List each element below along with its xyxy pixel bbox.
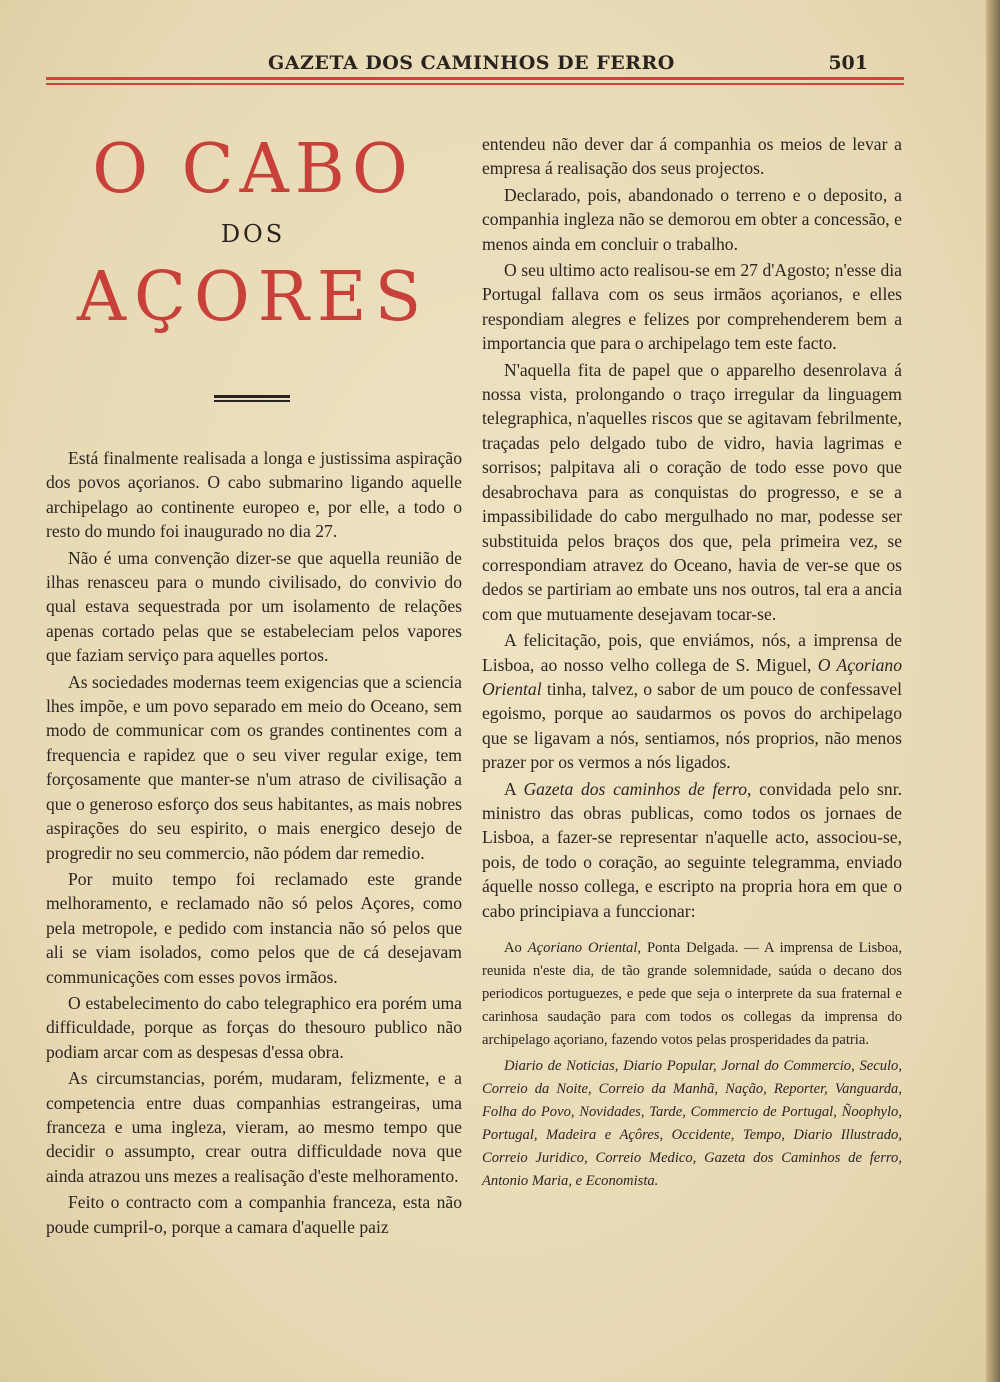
header-rule-top bbox=[46, 77, 904, 80]
paragraph: Está finalmente realisada a longa e justissima aspiração dos povos açorianos. O cabo submarino ligando aquelle archipelago ao continente europeo e, por elle, a todo o resto do mundo foi inaugurado no dia 27. bbox=[46, 448, 462, 542]
paragraph-felicitacao: A felicitação, pois, que enviámos, nós, a imprensa de Lisboa, ao nosso velho collega de S. Miguel, O Açoriano Oriental tinha, talvez, o sabor de um pouco de confessavel egoismo, porque ao saudarmos os povos do archipelago que se ligavam a nós, sentiamos, nós proprios, não menos prazer por os vermos a nós ligados. bbox=[482, 630, 903, 773]
telegram bbox=[482, 937, 902, 1193]
running-header bbox=[46, 48, 904, 78]
paragraph: Declarado, pois, abandonado o terreno e o deposito, a companhia ingleza não se demorou em obter a concessão, e menos ainda em concluir o trabalho. bbox=[482, 184, 902, 254]
header-title: GAZETA DOS CAMINHOS DE FERRO bbox=[268, 52, 675, 74]
title-line-2: DOS bbox=[220, 220, 286, 248]
header-rule-bottom bbox=[46, 83, 904, 85]
paragraph-continued: entendeu não dever dar á companhia os meios de levar a empresa á realisação dos seus projectos. bbox=[482, 134, 902, 179]
telegram-signatories: Diario de Noticias, Diario Popular, Jornal do Commercio, Seculo, Correio da Noite, Correio da Manhã, Nação, Reporter, Vanguarda, Folha do Povo, Novidades, Tarde, Commercio de Portugal, Ñoophylo, Portugal, Madeira e Açôres, Occidente, Tempo, Diario Illustrado, Correio Juridico, Correio Medico, Gazeta dos Caminhos de ferro, Antonio Maria, e Economista. bbox=[482, 1058, 902, 1189]
newspaper-name: Gazeta dos caminhos de ferro, bbox=[523, 778, 752, 799]
paragraph: Não é uma convenção dizer-se que aquella reunião de ilhas renasceu para o mundo civilisado, do convivio do qual estava sequestrada por um isolamento de relações apenas cortado pelas que se estabeleciam pelos vapores que faziam serviço para aquelles portos. bbox=[46, 547, 462, 666]
newspaper-name: O Açoriano Oriental bbox=[482, 654, 902, 699]
page-edge bbox=[986, 0, 1000, 1382]
paragraph: N'aquella fita de papel que o apparelho desenrolava á nossa vista, prolongando o traço irregular da linguagem telegraphica, n'aquelles riscos que se agitavam febrilmente, traçadas pelo delgado tubo de vidro, havia lagrimas e sorrisos; palpitava ali o coração de todo esse povo que desabrochava para as conquistas do progresso, e se a impassibilidade do cabo mergulhado no mar, podesse ser substituida pelos braços dos que, pela primeira vez, se correspondiam atravez do Oceano, havia de ver-se que os dedos se partiriam ao embate uns nos outros, tal era a ancia com que mutuamente desejavam tocar-se. bbox=[482, 359, 902, 624]
title-line-3: AÇORES bbox=[76, 258, 430, 337]
telegram-text: Ao Açoriano Oriental, Ponta Delgada. — A imprensa de Lisboa, reunida n'este dia, de tão grande solemnidade, saúda o decano dos periodicos portuguezes, e pede que seja o interprete da sua fraternal e carinhosa saudação para com todos os collegas da imprensa do archipelago açoriano, fazendo votos pelas prosperidades da patria. bbox=[482, 940, 902, 1048]
paragraph: O seu ultimo acto realisou-se em 27 d'Agosto; n'esse dia Portugal fallava com os seus irmãos açorianos, e elles respondiam alegres e felizes por comprehenderem bem a importancia que para o archipelago tem este facto. bbox=[482, 260, 902, 354]
paragraph: Feito o contracto com a companhia franceza, esta não poude cumpril-o, porque a camara d'aquelle paiz bbox=[46, 1192, 462, 1237]
paragraph-gazeta: A Gazeta dos caminhos de ferro, convidada pelo snr. ministro das obras publicas, como todos os jornaes de Lisboa, a fazer-se representar n'aquelle acto, associou-se, pois, de todo o coração, ao seguinte telegramma, enviado áquelle nosso collega, e escripto na propria hora em que o cabo principiava a funccionar: bbox=[482, 778, 902, 921]
page-number: 501 bbox=[828, 52, 868, 74]
paragraph: As circumstancias, porém, mudaram, felizmente, e a competencia entre duas companhias estrangeiras, uma franceza e uma ingleza, vieram, ao mesmo tempo que decidir o assumpto, crear outra difficuldade nova que ainda atrazou uns mezes a realisação d'este melhoramento. bbox=[46, 1068, 462, 1186]
paragraph: O estabelecimento do cabo telegraphico era porém uma difficuldade, porque as forças do thesouro publico não podiam arcar com as despesas d'essa obra. bbox=[46, 992, 462, 1062]
title-line-1: O CABO bbox=[92, 130, 414, 209]
newspaper-name: Açoriano Oriental, bbox=[527, 940, 642, 956]
right-column bbox=[482, 132, 902, 1193]
left-column bbox=[46, 446, 462, 1241]
paragraph: Por muito tempo foi reclamado este grande melhoramento, e reclamado não só pelos Açores, como pela metropole, e pedido com instancia não só pelos que ali se viam isolados, como pelos que de cá desejavam communicações com esses povos irmãos. bbox=[46, 868, 462, 987]
title-ornament bbox=[214, 395, 290, 403]
paragraph: As sociedades modernas teem exigencias que a sciencia lhes impõe, e um povo separado em meio do Oceano, sem modo de communicar com os grandes continentes com a frequencia e rapidez que o seu viver regular exige, tem forçosamente que manter-se n'um atraso de civilisação a que o generoso esforço dos seus habitantes, as mais nobres aspirações do seu espirito, o mais energico desejo de progredir no seu commercio, não pódem dar remedio. bbox=[46, 671, 462, 863]
article-title bbox=[46, 130, 460, 338]
